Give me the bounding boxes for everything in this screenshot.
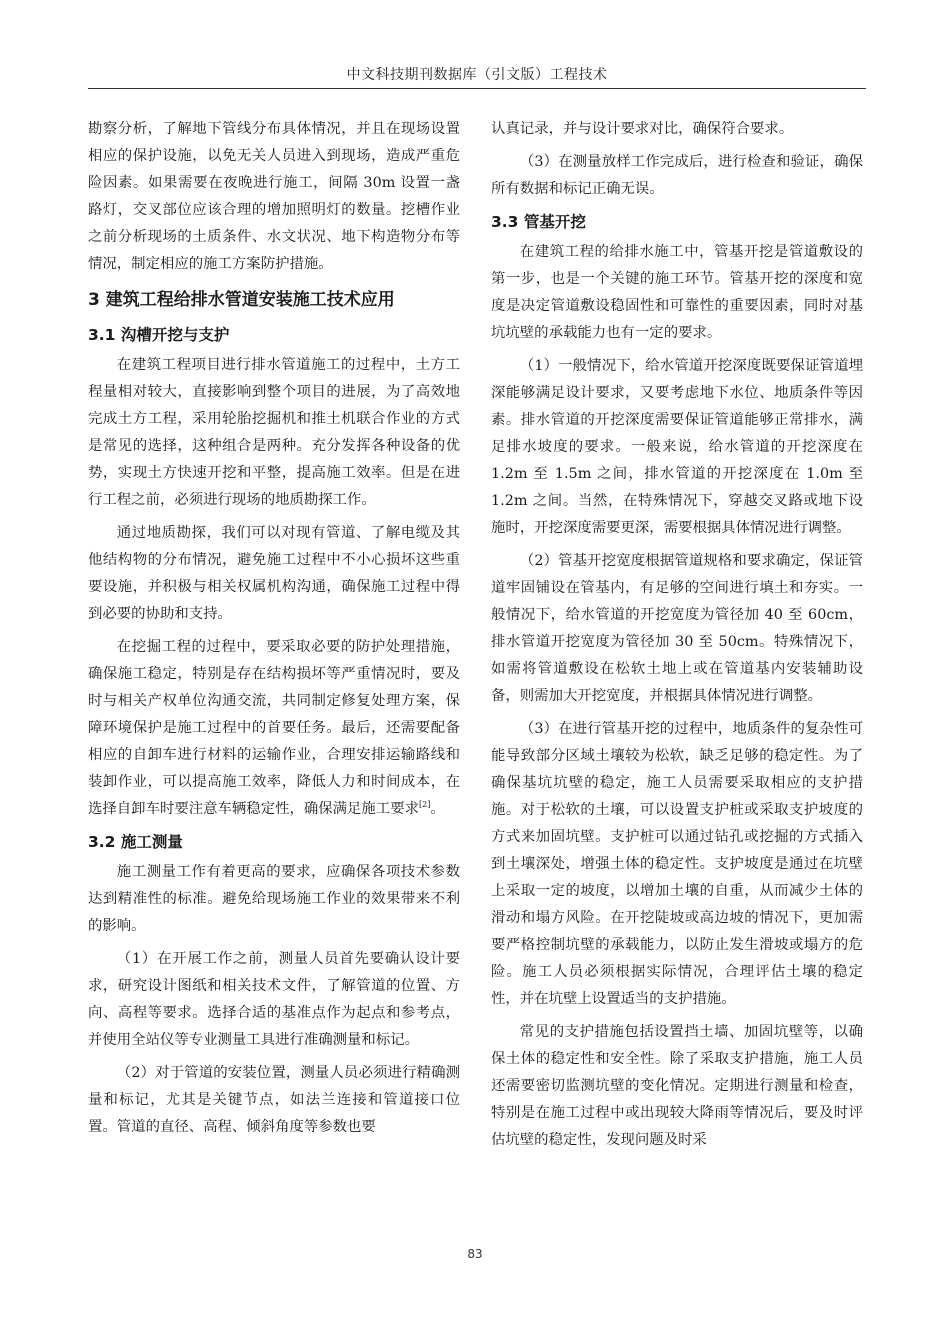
paragraph-continued: 勘察分析，了解地下管线分布具体情况，并且在现场设置相应的保护设施，以免无关人员进入到现场，造成严重危险因素。如果需要在夜晚进行施工，间隔 30m 设置一盏路灯，交叉部位应该合理的增加照明灯的数量。挖槽作业之前分析现场的土质条件、水文状况、地下构造物分布等情况，制定相应的施工方案防护措施。	[88, 121, 460, 272]
paragraph: 常见的支护措施包括设置挡土墙、加固坑壁等，以确保土体的稳定性和安全性。除了采取支护措施，施工人员还需要密切监测坑壁的变化情况。定期进行测量和检查，特别是在施工过程中或出现较大降雨等情况后，要及时评估坑壁的稳定性，发现问题及时采	[491, 1024, 863, 1148]
paragraph: （1）在开展工作之前，测量人员首先要确认设计要求，研究设计图纸和相关技术文件，了解管道的位置、方向、高程等要求。选择合适的基准点作为起点和参考点，并使用全站仪等专业测量工具进行准确测量和标记。	[88, 951, 460, 1048]
paragraph-end: 。	[430, 801, 445, 817]
paragraph: （1）一般情况下，给水管道开挖深度既要保证管道埋深能够满足设计要求，又要考虑地下水位、地质条件等因素。排水管道的开挖深度需要保证管道能够正常排水，满足排水坡度的要求。一般来说，给水管道的开挖深度在 1.2m 至 1.5m 之间，排水管道的开挖深度在 1.0m 至 1.2m 之间。当然，在特殊情况下，穿越交叉路或地下设施时，开挖深度需要更深，需要根据具体情况进行调整。	[491, 358, 863, 536]
paragraph-continued: 认真记录，并与设计要求对比，确保符合要求。	[491, 121, 794, 137]
right-column	[491, 116, 863, 1160]
paragraph: （2）对于管道的安装位置，测量人员必须进行精确测量和标记，尤其是关键节点，如法兰连接和管道接口位置。管道的直径、高程、倾斜角度等参数也要	[88, 1065, 460, 1135]
section-3-1-title: 3.1 沟槽开挖与支护	[88, 326, 230, 344]
paragraph: 在建筑工程项目进行排水管道施工的过程中，土方工程量相对较大，直接影响到整个项目的进展，为了高效地完成土方工程，采用轮胎挖掘机和推土机联合作业的方式是常见的选择，这种组合是两种。充分发挥各种设备的优势，实现土方快速开挖和平整，提高施工效率。但是在进行工程之前，必须进行现场的地质勘探工作。	[88, 357, 460, 508]
paragraph: 通过地质勘探，我们可以对现有管道、了解电缆及其他结构物的分布情况，避免施工过程中不小心损坏这些重要设施，并积极与相关权属机构沟通，确保施工过程中得到必要的协助和支持。	[88, 525, 460, 622]
header-rule	[88, 88, 866, 89]
paragraph: 在建筑工程的给排水施工中，管基开挖是管道敷设的第一步，也是一个关键的施工环节。管基开挖的深度和宽度是决定管道敷设稳固性和可靠性的重要因素，同时对基坑坑壁的承载能力也有一定的要求。	[491, 244, 863, 341]
paragraph-text: 在挖掘工程的过程中，要采取必要的防护处理措施，确保施工稳定，特别是存在结构损坏等严重情况时，要及时与相关产权单位沟通交流，共同制定修复处理方案，保障环境保护是施工过程中的首要任务。最后，还需要配备相应的自卸车进行材料的运输作业，合理安排运输路线和装卸作业，可以提高施工效率，降低人力和时间成本，在选择自卸车时要注意车辆稳定性，确保满足施工要求	[88, 639, 460, 817]
section-3-2-title: 3.2 施工测量	[88, 833, 183, 851]
paragraph: 施工测量工作有着更高的要求，应确保各项技术参数达到精准性的标准。避免给现场施工作业的效果带来不利的影响。	[88, 864, 460, 934]
section-3-title: 3 建筑工程给排水管道安装施工技术应用	[88, 290, 395, 310]
page-number: 83	[467, 1247, 483, 1261]
section-3-3-title: 3.3 管基开挖	[491, 213, 586, 231]
paragraph: （2）管基开挖宽度根据管道规格和要求确定，保证管道牢固铺设在管基内，有足够的空间进行填土和夯实。一般情况下，给水管道的开挖宽度为管径加 40 至 60cm，排水管道开挖宽度为管径加 30 至 50cm。特殊情况下，如需将管道敷设在松软土地上或在管道基内安装辅助设备，则需加大开挖宽度，并根据具体情况进行调整。	[491, 553, 863, 704]
journal-header: 中文科技期刊数据库（引文版）工程技术	[346, 67, 608, 83]
paragraph: （3）在进行管基开挖的过程中，地质条件的复杂性可能导致部分区域土壤较为松软，缺乏足够的稳定性。为了确保基坑坑壁的稳定，施工人员需要采取相应的支护措施。对于松软的土壤，可以设置支护桩或采取支护坡度的方式来加固坑壁。支护桩可以通过钻孔或挖掘的方式插入到土壤深处，增强土体的稳定性。支护坡度是通过在坑壁上采取一定的坡度，以增加土壤的自重，从而减少土体的滑动和塌方风险。在开挖陡坡或高边坡的情况下，更加需要严格控制坑壁的承载能力，以防止发生滑坡或塌方的危险。施工人员必须根据实际情况，合理评估土壤的稳定性，并在坑壁上设置适当的支护措施。	[491, 721, 863, 1007]
citation-ref: [2]	[419, 800, 431, 810]
paragraph: （3）在测量放样工作完成后，进行检查和验证，确保所有数据和标记正确无误。	[491, 154, 863, 197]
left-column	[88, 116, 460, 1147]
paragraph	[88, 634, 460, 823]
